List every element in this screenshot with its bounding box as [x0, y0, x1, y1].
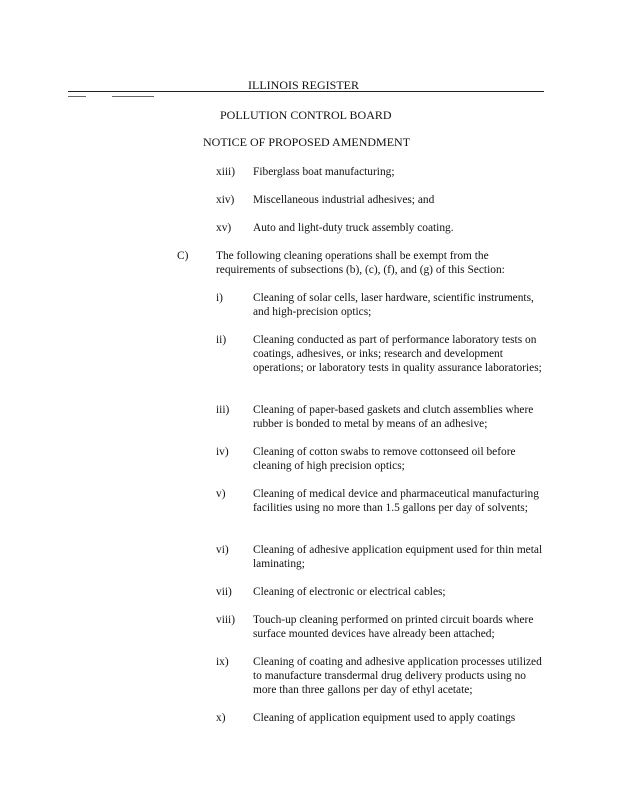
item-number: ii): [216, 334, 227, 346]
item-number: viii): [216, 614, 235, 626]
item-text: Auto and light-duty truck assembly coating.: [253, 222, 454, 234]
item-number: xv): [216, 222, 232, 234]
item-text: Cleaning of coating and adhesive application processes utilized to manufacture transdermal drug delivery products using no more than three gallons per day of ethyl acetate;: [253, 656, 542, 696]
subsection-label: C): [177, 250, 189, 262]
item-number: ix): [216, 656, 229, 668]
item-text: Cleaning conducted as part of performance laboratory tests on coatings, adhesives, or inks; research and development operations; or laboratory tests in quality assurance laboratories;: [253, 334, 542, 374]
item-text: Cleaning of application equipment used to apply coatings: [253, 712, 516, 724]
header-rule: [68, 91, 544, 92]
item-text: Cleaning of solar cells, laser hardware, scientific instruments, and high-precision optics;: [253, 292, 534, 318]
item-text: Cleaning of adhesive application equipment used for thin metal laminating;: [253, 544, 543, 570]
item-number: iii): [216, 404, 230, 416]
item-text: Cleaning of cotton swabs to remove cottonseed oil before cleaning of high precision optics;: [253, 446, 516, 472]
notice-title: NOTICE OF PROPOSED AMENDMENT: [203, 135, 411, 149]
item-number: v): [216, 488, 226, 500]
subsection-text: The following cleaning operations shall be exempt from the requirements of subsections (b), (c), (f), and (g) of this Section:: [216, 250, 505, 276]
item-number: vii): [216, 586, 232, 598]
item-number: iv): [216, 446, 229, 458]
scan-mark: [112, 96, 154, 97]
scan-mark: [68, 96, 86, 97]
item-text: Cleaning of paper-based gaskets and clutch assemblies where rubber is bonded to metal by means of an adhesive;: [253, 404, 534, 430]
item-text: Cleaning of electronic or electrical cables;: [253, 586, 446, 598]
item-text: Touch-up cleaning performed on printed circuit boards where surface mounted devices have already been attached;: [253, 614, 534, 640]
item-number: x): [216, 712, 226, 724]
register-title: ILLINOIS REGISTER: [248, 78, 359, 92]
item-text: Cleaning of medical device and pharmaceutical manufacturing facilities using no more than 1.5 gallons per day of solvents;: [253, 488, 539, 514]
board-title: POLLUTION CONTROL BOARD: [220, 108, 392, 122]
item-number: xiii): [216, 166, 235, 178]
item-number: vi): [216, 544, 229, 556]
item-text: Miscellaneous industrial adhesives; and: [253, 194, 435, 206]
item-number: xiv): [216, 194, 235, 206]
item-text: Fiberglass boat manufacturing;: [253, 166, 395, 178]
item-number: i): [216, 292, 223, 304]
